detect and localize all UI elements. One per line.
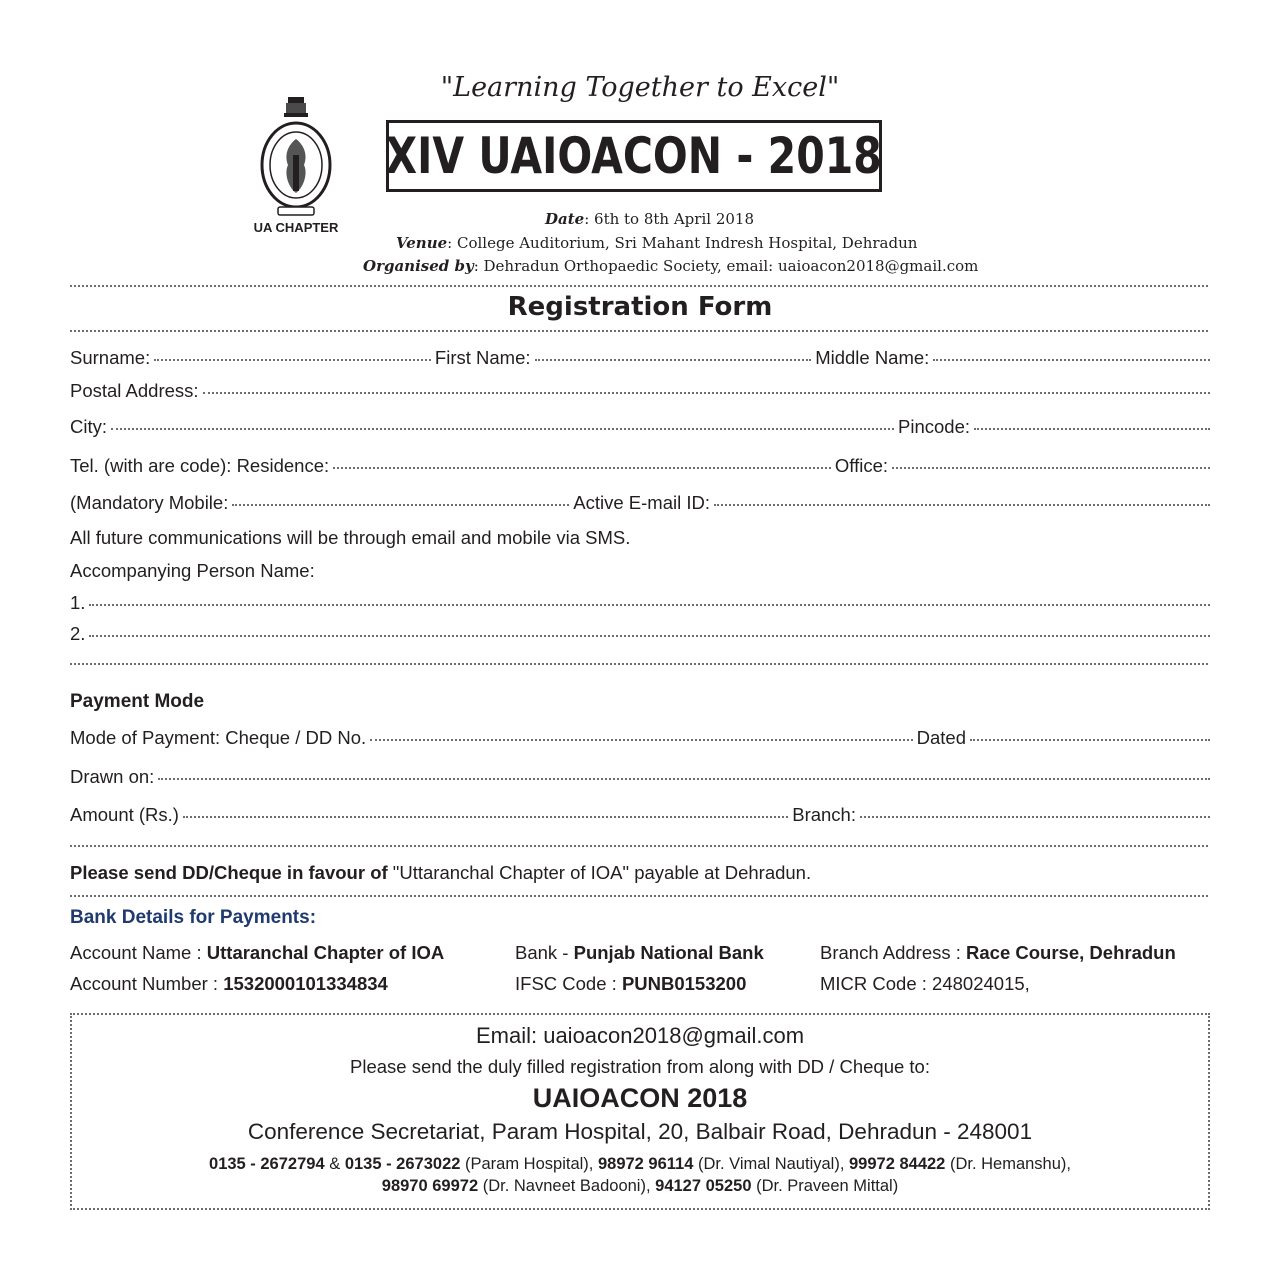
phone-note: (Dr. Praveen Mittal) bbox=[751, 1177, 899, 1195]
account-name-value: Uttaranchal Chapter of IOA bbox=[206, 942, 445, 963]
phone-number: 98970 69972 bbox=[381, 1177, 479, 1195]
office-field[interactable] bbox=[892, 467, 1210, 469]
amount-label: Amount (Rs.) bbox=[70, 804, 179, 825]
accompanying-row-1 bbox=[70, 592, 1210, 614]
emblem-caption: UA CHAPTER bbox=[253, 220, 339, 235]
organisation-name: UAIOACON 2018 bbox=[532, 1083, 748, 1113]
account-number bbox=[70, 973, 388, 995]
contact-email: Email: uaioacon2018@gmail.com bbox=[475, 1023, 805, 1048]
drawn-on-label: Drawn on: bbox=[70, 766, 155, 787]
micr-code: MICR Code : 248024015, bbox=[820, 973, 1030, 994]
surname-label: Surname: bbox=[70, 347, 151, 368]
first-name-label: First Name: bbox=[434, 347, 531, 368]
surname-field[interactable] bbox=[154, 359, 431, 361]
pincode-label: Pincode: bbox=[898, 416, 970, 437]
accompanying-person-2-field[interactable] bbox=[89, 635, 1210, 637]
pincode-field[interactable] bbox=[974, 428, 1210, 430]
mobile-field[interactable] bbox=[232, 504, 569, 506]
postal-address-row bbox=[70, 380, 1210, 402]
event-title-box bbox=[386, 120, 882, 192]
telephone-row bbox=[70, 455, 1210, 477]
ifsc-label: IFSC Code : bbox=[515, 973, 622, 994]
communications-note: All future communications will be through email and mobile via SMS. bbox=[70, 527, 631, 548]
ifsc-value: PUNB0153200 bbox=[621, 973, 747, 994]
ioa-emblem-logo bbox=[258, 95, 334, 220]
phone-number: 0135 - 2672794 bbox=[209, 1155, 325, 1173]
phone-separator: & bbox=[324, 1155, 345, 1173]
amount-row bbox=[70, 804, 1210, 826]
accompanying-number-2: 2. bbox=[70, 623, 86, 644]
date-label: Date bbox=[545, 210, 585, 228]
dated-label: Dated bbox=[916, 727, 966, 748]
phone-number: 94127 05250 bbox=[655, 1177, 752, 1195]
account-name bbox=[70, 942, 444, 964]
cheque-dd-field[interactable] bbox=[370, 739, 912, 741]
phone-note: (Dr. Navneet Badooni), bbox=[478, 1177, 656, 1195]
amount-field[interactable] bbox=[183, 816, 788, 818]
form-title: Registration Form bbox=[507, 292, 773, 322]
drawn-on-row bbox=[70, 766, 1210, 788]
residence-label: Tel. (with are code): Residence: bbox=[70, 455, 330, 476]
ifsc-code bbox=[515, 973, 746, 995]
tagline: "Learning Together to Excel" bbox=[440, 72, 840, 103]
postal-address-field[interactable] bbox=[203, 392, 1210, 394]
venue-label: Venue bbox=[396, 234, 448, 252]
middle-name-field[interactable] bbox=[933, 359, 1210, 361]
organised-value: : Dehradun Orthopaedic Society, email: uaioacon2018@gmail.com bbox=[473, 257, 979, 275]
event-title: XIV UAIOACON - 2018 bbox=[385, 127, 883, 185]
payment-mode-row bbox=[70, 727, 1210, 749]
middle-name-label: Middle Name: bbox=[815, 347, 930, 368]
city-field[interactable] bbox=[111, 428, 894, 430]
name-row bbox=[70, 347, 1210, 369]
email-label: Active E-mail ID: bbox=[573, 492, 710, 513]
contact-box bbox=[70, 1013, 1210, 1210]
mobile-label: (Mandatory Mobile: bbox=[70, 492, 229, 513]
branch-address-label: Branch Address : bbox=[820, 942, 967, 963]
email-field[interactable] bbox=[714, 504, 1210, 506]
divider bbox=[70, 330, 1208, 332]
bank-label: Bank - bbox=[515, 942, 574, 963]
venue-value: : College Auditorium, Sri Mahant Indresh Hospital, Dehradun bbox=[447, 234, 918, 252]
phone-number: 0135 - 2673022 bbox=[344, 1155, 461, 1173]
phone-note: (Dr. Hemanshu), bbox=[945, 1155, 1071, 1173]
divider bbox=[70, 845, 1208, 847]
branch-field[interactable] bbox=[860, 816, 1210, 818]
submission-instruction: Please send the duly filled registration from along with DD / Cheque to: bbox=[350, 1056, 930, 1077]
city-label: City: bbox=[70, 416, 107, 437]
account-number-label: Account Number : bbox=[70, 973, 224, 994]
branch-address bbox=[820, 942, 1176, 964]
cheque-dd-label: Mode of Payment: Cheque / DD No. bbox=[70, 727, 367, 748]
mobile-email-row bbox=[70, 492, 1210, 514]
secretariat-address: Conference Secretariat, Param Hospital, 20, Balbair Road, Dehradun - 248001 bbox=[247, 1119, 1033, 1144]
accompanying-number-1: 1. bbox=[70, 592, 86, 613]
bank-details-heading: Bank Details for Payments: bbox=[70, 907, 317, 928]
phone-number: 98972 96114 bbox=[597, 1155, 694, 1173]
account-name-label: Account Name : bbox=[70, 942, 207, 963]
phone-number: 99972 84422 bbox=[849, 1155, 946, 1173]
payment-heading: Payment Mode bbox=[70, 691, 205, 712]
dated-field[interactable] bbox=[970, 739, 1210, 741]
divider bbox=[70, 285, 1208, 287]
accompanying-person-1-field[interactable] bbox=[89, 604, 1210, 606]
favour-note bbox=[70, 862, 811, 884]
accompanying-label: Accompanying Person Name: bbox=[70, 560, 315, 581]
bank-name bbox=[515, 942, 764, 964]
phone-note: (Dr. Vimal Nautiyal), bbox=[693, 1155, 849, 1173]
date-value: : 6th to 8th April 2018 bbox=[584, 210, 754, 228]
account-number-value: 1532000101334834 bbox=[223, 973, 388, 994]
phone-line-1 bbox=[72, 1155, 1208, 1174]
branch-address-value: Race Course, Dehradun bbox=[966, 942, 1176, 963]
organiser-line bbox=[363, 257, 978, 275]
venue-line bbox=[396, 234, 917, 252]
office-label: Office: bbox=[834, 455, 888, 476]
postal-address-label: Postal Address: bbox=[70, 380, 199, 401]
phone-note: (Param Hospital), bbox=[460, 1155, 598, 1173]
organised-label: Organised by bbox=[363, 257, 474, 275]
favour-note-bold: Please send DD/Cheque in favour of bbox=[70, 862, 388, 883]
bank-name-value: Punjab National Bank bbox=[573, 942, 764, 963]
residence-field[interactable] bbox=[333, 467, 831, 469]
city-row bbox=[70, 416, 1210, 438]
accompanying-row-2 bbox=[70, 623, 1210, 645]
drawn-on-field[interactable] bbox=[158, 778, 1210, 780]
branch-label: Branch: bbox=[792, 804, 856, 825]
divider bbox=[70, 663, 1208, 665]
favour-note-rest: "Uttaranchal Chapter of IOA" payable at Dehradun. bbox=[387, 862, 812, 883]
date-line bbox=[545, 210, 754, 228]
phone-line-2 bbox=[72, 1177, 1208, 1196]
first-name-field[interactable] bbox=[535, 359, 812, 361]
divider bbox=[70, 895, 1208, 897]
